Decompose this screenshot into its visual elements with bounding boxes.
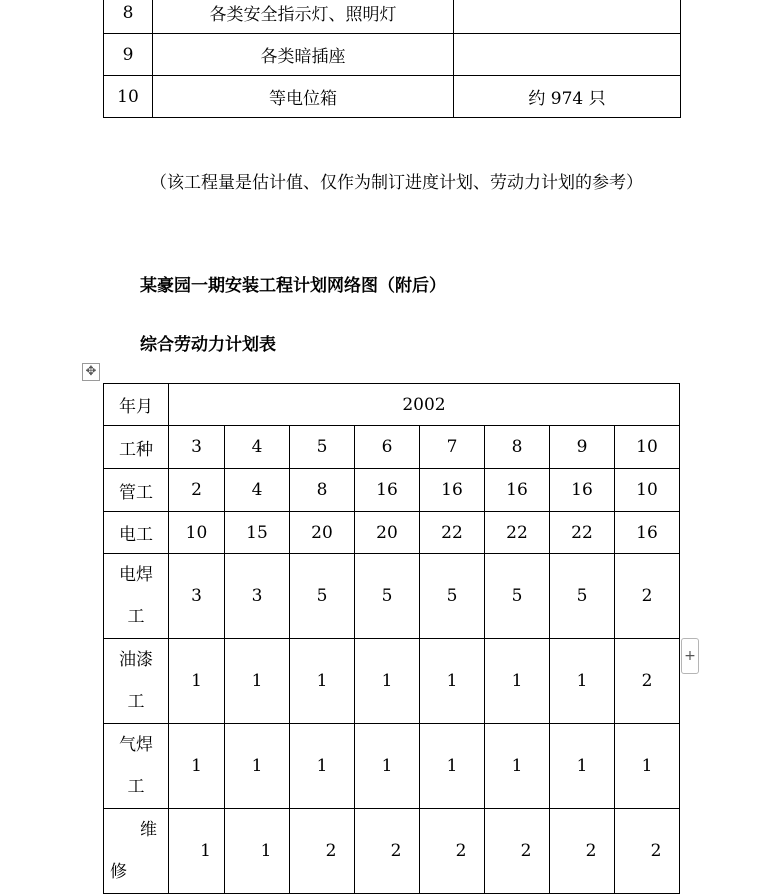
trade-name-line: 气焊 xyxy=(119,735,153,755)
labor-count: 2 xyxy=(169,469,225,512)
item-quantity: 约 974 只 xyxy=(454,76,681,118)
labor-count: 16 xyxy=(355,469,420,512)
table-row xyxy=(104,384,680,426)
labor-count: 1 xyxy=(290,724,355,809)
labor-count: 22 xyxy=(485,512,550,554)
labor-count: 1 xyxy=(485,639,550,724)
labor-count: 4 xyxy=(225,469,290,512)
labor-count: 3 xyxy=(225,554,290,639)
labor-count: 22 xyxy=(420,512,485,554)
labor-count: 2 xyxy=(290,809,355,894)
labor-count: 1 xyxy=(355,639,420,724)
labor-count: 1 xyxy=(550,724,615,809)
add-row-icon[interactable]: + xyxy=(681,638,699,674)
labor-count: 2 xyxy=(615,639,680,724)
labor-count: 1 xyxy=(420,724,485,809)
labor-count: 5 xyxy=(290,554,355,639)
table-row xyxy=(104,76,681,118)
month-cell: 9 xyxy=(550,426,615,469)
labor-count: 1 xyxy=(225,639,290,724)
work-quantity-table xyxy=(103,0,681,118)
table-row xyxy=(104,512,680,554)
labor-count: 20 xyxy=(290,512,355,554)
labor-count: 16 xyxy=(485,469,550,512)
labor-count: 5 xyxy=(485,554,550,639)
labor-count: 8 xyxy=(290,469,355,512)
item-name: 各类暗插座 xyxy=(153,34,454,76)
trade-name-line: 修 xyxy=(110,862,127,882)
month-cell: 10 xyxy=(615,426,680,469)
labor-count: 1 xyxy=(169,809,225,894)
table-row xyxy=(104,34,681,76)
month-cell: 6 xyxy=(355,426,420,469)
labor-count: 2 xyxy=(355,809,420,894)
labor-count: 2 xyxy=(550,809,615,894)
labor-count: 2 xyxy=(485,809,550,894)
trade-name: 管工 xyxy=(104,469,169,512)
item-quantity xyxy=(454,34,681,76)
month-cell: 3 xyxy=(169,426,225,469)
labor-count: 1 xyxy=(169,639,225,724)
table-row xyxy=(104,0,681,34)
labor-count: 1 xyxy=(225,809,290,894)
item-name: 各类安全指示灯、照明灯 xyxy=(153,0,454,34)
labor-count: 1 xyxy=(290,639,355,724)
table-row xyxy=(104,469,680,512)
labor-count: 2 xyxy=(420,809,485,894)
row-number: 8 xyxy=(104,0,153,34)
row-number: 9 xyxy=(104,34,153,76)
labor-count: 1 xyxy=(615,724,680,809)
year-month-header: 年月 xyxy=(104,384,169,426)
labor-plan-heading: 综合劳动力计划表 xyxy=(140,335,276,355)
labor-count: 1 xyxy=(169,724,225,809)
month-cell: 5 xyxy=(290,426,355,469)
labor-count: 5 xyxy=(355,554,420,639)
trade-name: 电工 xyxy=(104,512,169,554)
month-cell: 4 xyxy=(225,426,290,469)
trade-name-line: 工 xyxy=(127,692,145,712)
labor-count: 10 xyxy=(615,469,680,512)
table-row xyxy=(104,554,680,639)
labor-plan-table xyxy=(103,383,680,894)
trade-name-line: 工 xyxy=(127,607,145,627)
item-quantity xyxy=(454,0,681,34)
trade-name-line: 维 xyxy=(140,820,157,840)
labor-count: 10 xyxy=(169,512,225,554)
labor-count: 1 xyxy=(420,639,485,724)
labor-count: 16 xyxy=(615,512,680,554)
trade-header: 工种 xyxy=(104,426,169,469)
table-row xyxy=(104,724,680,809)
table-move-icon[interactable]: ✥ xyxy=(82,363,100,381)
trade-name-line: 油漆 xyxy=(119,650,153,670)
trade-name xyxy=(104,809,169,894)
labor-count: 2 xyxy=(615,809,680,894)
labor-count: 2 xyxy=(615,554,680,639)
labor-count: 20 xyxy=(355,512,420,554)
estimate-note: （该工程量是估计值、仅作为制订进度计划、劳动力计划的参考） xyxy=(150,173,643,193)
labor-count: 1 xyxy=(485,724,550,809)
network-diagram-heading: 某豪园一期安装工程计划网络图（附后） xyxy=(140,276,446,296)
trade-name-line: 电焊 xyxy=(119,565,153,585)
table-row xyxy=(104,639,680,724)
labor-count: 16 xyxy=(420,469,485,512)
trade-name xyxy=(104,554,169,639)
month-cell: 8 xyxy=(485,426,550,469)
labor-count: 1 xyxy=(550,639,615,724)
item-name: 等电位箱 xyxy=(153,76,454,118)
labor-count: 3 xyxy=(169,554,225,639)
row-number: 10 xyxy=(104,76,153,118)
labor-count: 5 xyxy=(550,554,615,639)
labor-count: 15 xyxy=(225,512,290,554)
month-cell: 7 xyxy=(420,426,485,469)
trade-name-line: 工 xyxy=(127,777,145,797)
labor-count: 16 xyxy=(550,469,615,512)
trade-name xyxy=(104,724,169,809)
labor-count: 1 xyxy=(355,724,420,809)
table-row xyxy=(104,426,680,469)
labor-count: 5 xyxy=(420,554,485,639)
labor-count: 22 xyxy=(550,512,615,554)
year-cell: 2002 xyxy=(169,384,680,426)
table-row xyxy=(104,809,680,894)
trade-name xyxy=(104,639,169,724)
labor-count: 1 xyxy=(225,724,290,809)
